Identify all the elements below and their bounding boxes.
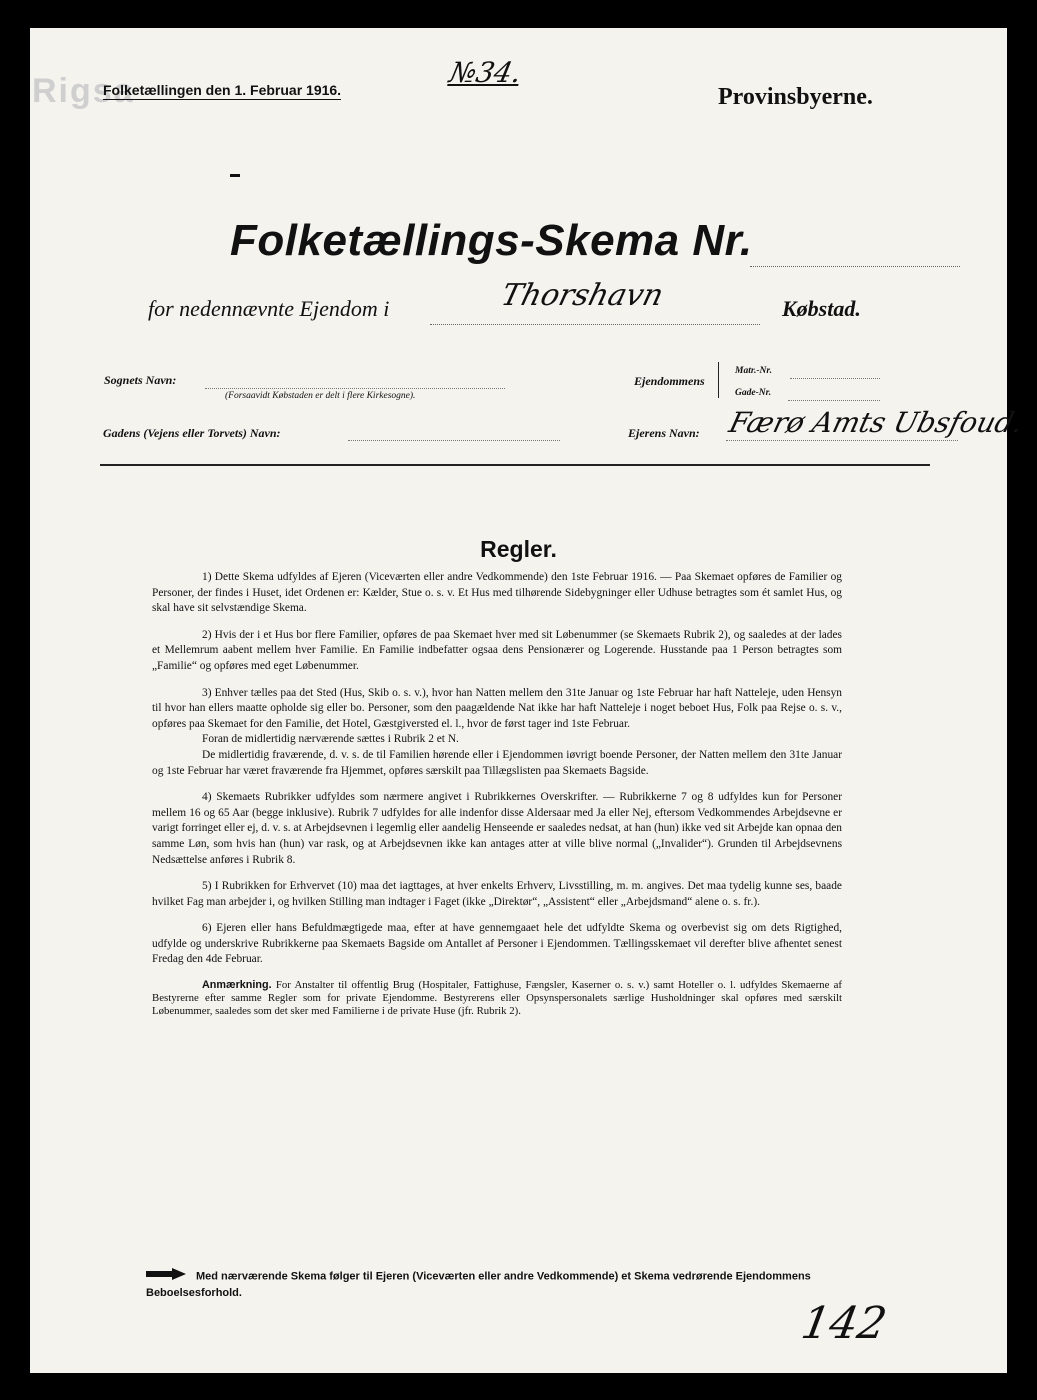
form-number-blank-line [750,266,960,267]
owner-handwritten: Færø Amts Ubsfoud. [725,406,1027,439]
archive-stamp: Rigsa [32,72,135,110]
census-date-label: Folketællingen den 1. Februar 1916. [103,82,342,98]
property-intro-text: for nedennævnte Ejendom i [148,296,390,321]
street-label: Gadens (Vejens eller Torvets) Navn: [103,426,281,440]
owner-label: Ejerens Navn: [628,426,700,440]
property-label: Ejendommens [634,374,705,388]
rule-paragraph: 1) Dette Skema udfyldes af Ejeren (Viceværten eller andre Vedkommende) den 1ste Februar 1916. — Paa Skemaet opføres de Familier og Personer, der findes i Huset, idet Ordenen er: Kælder, Stue o. s. v. Et Hus med tilhørende Sidebygninger eller Udhuse betragtes som ét samlet Hus, og skal have sit selvstændige Skema. [152,571,842,615]
street-number-field [788,400,880,401]
note-label: Anmærkning. [202,979,272,992]
note-paragraph [152,979,842,1018]
footer-notice [146,1268,846,1301]
parish-note: (Forsaavidt Købstaden er delt i flere Kirkesogne). [225,391,416,401]
parish-label: Sognets Navn: [104,373,177,387]
rule-paragraph: 6) Ejeren eller hans Befuldmægtigede maa, efter at have gennemgaaet hele det udfyldte Skema og overbevist sig om dets Rigtighed, udfylde og underskrive Rubrikkerne paa Skemaets Bagside om Antallet af Personer i Ejendommen. Tællingsskemaet vil derefter blive afhentet senest Fredag den 4de Februar. [152,922,842,966]
town-suffix: Købstad. [782,296,861,321]
footer-text: Med nærværende Skema følger til Ejeren (Viceværten eller andre Vedkommende) et Skema vedrørende Ejendommens Beboelsesforhold. [146,1270,811,1299]
census-form-page [30,28,1027,1373]
rule-paragraph: Foran de midlertidig nærværende sættes i Rubrik 2 et N. [202,733,459,746]
handwritten-form-number: №34. [446,56,525,89]
cadastral-number-label: Matr.-Nr. [735,366,772,376]
rule-paragraph: 3) Enhver tælles paa det Sted (Hus, Skib o. s. v.), hvor han Natten mellem den 31te Januar og 1ste Februar har haft Natteleje, uden Hensyn til hvor han ellers maatte opholde sig eller bo. Personer, som den paagældende Nat ikke har haft Natteleje i noget beboet Hus, Folk paa Rejse o. s. v., opføres paa Skemaet for den Familie, det Hotel, Gæstgiversted el. l., hvor de først tager ind 1ste Februar. [152,686,842,730]
section-divider [100,464,930,466]
brace-mark [718,362,721,398]
rule-paragraph: 2) Hvis der i et Hus bor flere Familier, opføres de paa Skemaet hver med sit Løbenummer (se Skemaets Rubrik 2), og saaledes at der lades et Mellemrum aabent mellem hver Familie. En Familie indbefatter ogsaa dens Pensionærer og Logerende. Husstande paa 1 Person betragtes som „Familie“ og opføres med eget Løbenummer. [152,628,842,672]
street-field [348,440,560,441]
street-number-label: Gade-Nr. [735,388,772,398]
town-handwritten: Thorshavn [497,278,667,313]
dash-mark [230,174,240,177]
handwritten-page-number: 142 [797,1298,891,1349]
note-text: For Anstalter til offentlig Brug (Hospitaler, Fattighuse, Fængsler, Kaserner o. s. v.) samt Hoteller o. l. udfyldes Skemaerne af Bestyrerne efter samme Regler som for private Ejendomme. Bestyrerens eller Opsynspersonalets særlige Husholdninger skal opføres med særskilt Løbenummer, saaledes som det sker med Familierne i de private Huse (jfr. Rubrik 2). [152,979,842,1018]
cadastral-number-field [790,378,880,379]
region-heading: Provinsbyerne. [718,84,873,110]
rule-paragraph: 4) Skemaets Rubrikker udfyldes som nærmere angivet i Rubrikkernes Overskrifter. — Rubrikkerne 7 og 8 udfyldes kun for Personer mellem 16 og 65 Aar (begge inklusive). Rubrik 7 udfyldes for alle indenfor disse Aldersaar med Ja eller Nej, eftersom Vedkommendes Arbejdsevne er varigt forringet eller ej, d. v. s. at Arbejdsevnen i legemlig eller aandelig Henseende er saaledes nedsat, at han (hun) ikke ved sit Arbejde kan opnaa den samme Løn, som hvis han (hun) var rask, og at Arbejdsevnen ikke kan antages atter at ville blive normal („Invalider“). Grunden til Arbejdsevnens Nedsættelse anføres i Rubrik 8. [152,791,842,866]
rules-body [152,570,842,1029]
parish-field [205,388,505,389]
rule-paragraph: 5) I Rubrikken for Erhvervet (10) maa det iagttages, at hver enkelts Erhverv, Livsstilling, m. m. angives. Det maa tydelig kunne ses, baade hvilket Fag man arbejder i, og hvilken Stilling man indtager i Faget (ikke „Direktør“, „Assistent“ eller „Arbejdsmand“ alene o. s. fr.). [152,880,842,908]
form-title: Folketællings-Skema Nr. [230,216,753,265]
owner-field [726,440,958,441]
rules-heading: Regler. [480,536,557,562]
rule-paragraph: De midlertidig fraværende, d. v. s. de til Familien hørende eller i Ejendommen iøvrigt boende Personer, der Natten mellem den 31te Januar og 1ste Februar har været fraværende fra Hjemmet, opføres særskilt paa Tillægslisten paa Skemaets Bagside. [152,748,842,777]
pointing-hand-icon [146,1268,186,1285]
town-blank-line [430,324,760,325]
